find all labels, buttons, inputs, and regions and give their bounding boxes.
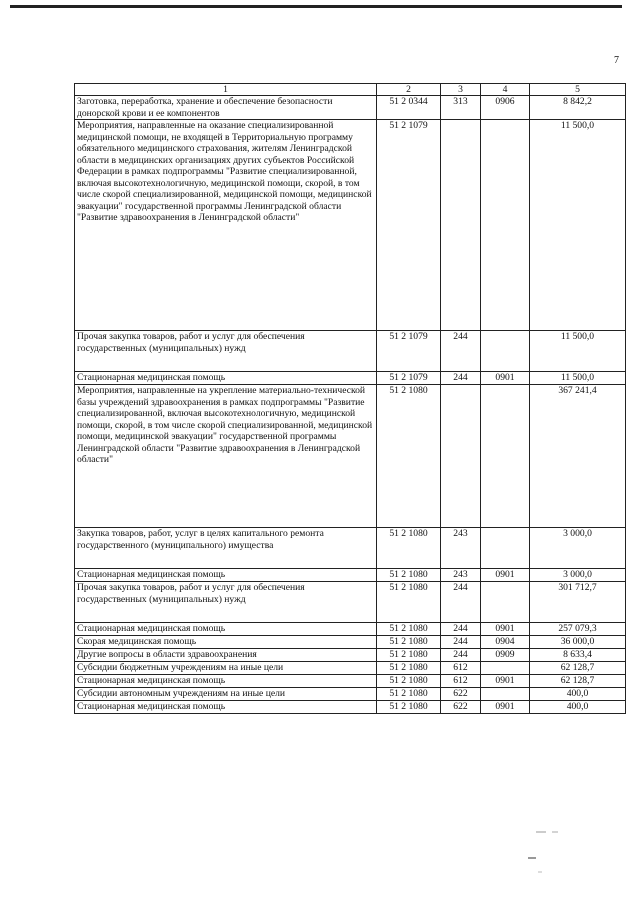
row-amount: 400,0 — [530, 701, 626, 714]
row-section — [481, 528, 530, 569]
table-row — [75, 623, 626, 636]
table-row — [75, 701, 626, 714]
row-code: 51 2 1080 — [377, 688, 441, 701]
row-type: 244 — [441, 636, 481, 649]
row-amount: 3 000,0 — [530, 528, 626, 569]
row-name: Стационарная медицинская помощь — [75, 569, 377, 582]
row-name: Стационарная медицинская помощь — [75, 701, 377, 714]
row-code: 51 2 1080 — [377, 623, 441, 636]
row-type: 612 — [441, 675, 481, 688]
row-amount: 8 633,4 — [530, 649, 626, 662]
row-code: 51 2 0344 — [377, 96, 441, 120]
row-code: 51 2 1080 — [377, 701, 441, 714]
row-name: Стационарная медицинская помощь — [75, 675, 377, 688]
row-type — [441, 385, 481, 528]
row-code: 51 2 1080 — [377, 636, 441, 649]
row-section — [481, 331, 530, 372]
table-row — [75, 636, 626, 649]
row-type: 244 — [441, 331, 481, 372]
table-row — [75, 662, 626, 675]
row-type: 244 — [441, 649, 481, 662]
row-amount: 62 128,7 — [530, 662, 626, 675]
row-section: 0901 — [481, 675, 530, 688]
table-row — [75, 675, 626, 688]
row-code: 51 2 1080 — [377, 569, 441, 582]
row-amount: 11 500,0 — [530, 372, 626, 385]
table-row — [75, 528, 626, 569]
row-type: 622 — [441, 688, 481, 701]
table-row — [75, 385, 626, 528]
header-row — [75, 84, 626, 96]
row-amount: 11 500,0 — [530, 120, 626, 331]
row-name: Прочая закупка товаров, работ и услуг для обеспечения государственных (муниципальных) нужд — [75, 582, 377, 623]
table-row — [75, 582, 626, 623]
table-row — [75, 649, 626, 662]
table-row — [75, 569, 626, 582]
row-type — [441, 120, 481, 331]
row-name: Мероприятия, направленные на оказание специализированной медицинской помощи, не входящей в Территориальную программу обязательного медицинского страхования, жителям Ленинградской области в медицинских организациях других субъектов Российской Федерации в рамках подпрограммы "Развитие специализированной, включая высокотехнологичную, медицинской помощи, скорой, в том числе скорой специализированной, медицинской помощи, медицинской эвакуации" государственной программы Ленинградской области "Развитие здравоохранения в Ленинградской области" — [75, 120, 377, 331]
row-section: 0901 — [481, 701, 530, 714]
row-amount: 400,0 — [530, 688, 626, 701]
row-name: Субсидии бюджетным учреждениям на иные цели — [75, 662, 377, 675]
row-amount: 11 500,0 — [530, 331, 626, 372]
row-amount: 3 000,0 — [530, 569, 626, 582]
header-col-4: 4 — [481, 84, 530, 96]
row-amount: 257 079,3 — [530, 623, 626, 636]
header-col-1: 1 — [75, 84, 377, 96]
row-name: Мероприятия, направленные на укрепление материально-технической базы учреждений здравоохранения в рамках подпрограммы "Развитие специализированной, включая высокотехнологичную, медицинской помощи, скорой, в том числе скорой специализированной, медицинской помощи, медицинской эвакуации" государственной программы Ленинградской области "Развитие здравоохранения в Ленинградской области" — [75, 385, 377, 528]
row-section: 0909 — [481, 649, 530, 662]
table-row — [75, 372, 626, 385]
row-section: 0901 — [481, 372, 530, 385]
row-code: 51 2 1080 — [377, 582, 441, 623]
top-rule — [10, 5, 622, 8]
row-name: Закупка товаров, работ, услуг в целях капитального ремонта государственного (муниципального) имущества — [75, 528, 377, 569]
row-type: 622 — [441, 701, 481, 714]
table-row — [75, 96, 626, 120]
row-name: Заготовка, переработка, хранение и обеспечение безопасности донорской крови и ее компонентов — [75, 96, 377, 120]
row-section — [481, 582, 530, 623]
header-col-2: 2 — [377, 84, 441, 96]
table-row — [75, 688, 626, 701]
row-section: 0904 — [481, 636, 530, 649]
row-code: 51 2 1080 — [377, 528, 441, 569]
row-code: 51 2 1079 — [377, 331, 441, 372]
row-section: 0901 — [481, 623, 530, 636]
row-amount: 8 842,2 — [530, 96, 626, 120]
row-type: 244 — [441, 372, 481, 385]
row-amount: 367 241,4 — [530, 385, 626, 528]
row-code: 51 2 1079 — [377, 372, 441, 385]
row-type: 244 — [441, 623, 481, 636]
row-type: 243 — [441, 569, 481, 582]
row-type: 612 — [441, 662, 481, 675]
budget-table — [74, 83, 626, 714]
row-name: Скорая медицинская помощь — [75, 636, 377, 649]
row-section: 0901 — [481, 569, 530, 582]
row-name: Другие вопросы в области здравоохранения — [75, 649, 377, 662]
row-code: 51 2 1080 — [377, 385, 441, 528]
row-code: 51 2 1080 — [377, 649, 441, 662]
page-number: 7 — [614, 55, 619, 66]
row-code: 51 2 1080 — [377, 675, 441, 688]
row-type: 244 — [441, 582, 481, 623]
row-amount: 62 128,7 — [530, 675, 626, 688]
table-row — [75, 331, 626, 372]
row-code: 51 2 1079 — [377, 120, 441, 331]
header-col-3: 3 — [441, 84, 481, 96]
row-section — [481, 662, 530, 675]
row-name: Прочая закупка товаров, работ и услуг для обеспечения государственных (муниципальных) нужд — [75, 331, 377, 372]
row-amount: 36 000,0 — [530, 636, 626, 649]
scan-artifact-marks — [528, 828, 568, 878]
row-section — [481, 120, 530, 331]
row-name: Стационарная медицинская помощь — [75, 623, 377, 636]
row-name: Стационарная медицинская помощь — [75, 372, 377, 385]
row-type: 313 — [441, 96, 481, 120]
row-section: 0906 — [481, 96, 530, 120]
table-row — [75, 120, 626, 331]
header-col-5: 5 — [530, 84, 626, 96]
row-type: 243 — [441, 528, 481, 569]
row-amount: 301 712,7 — [530, 582, 626, 623]
row-name: Субсидии автономным учреждениям на иные цели — [75, 688, 377, 701]
row-section — [481, 688, 530, 701]
row-code: 51 2 1080 — [377, 662, 441, 675]
row-section — [481, 385, 530, 528]
